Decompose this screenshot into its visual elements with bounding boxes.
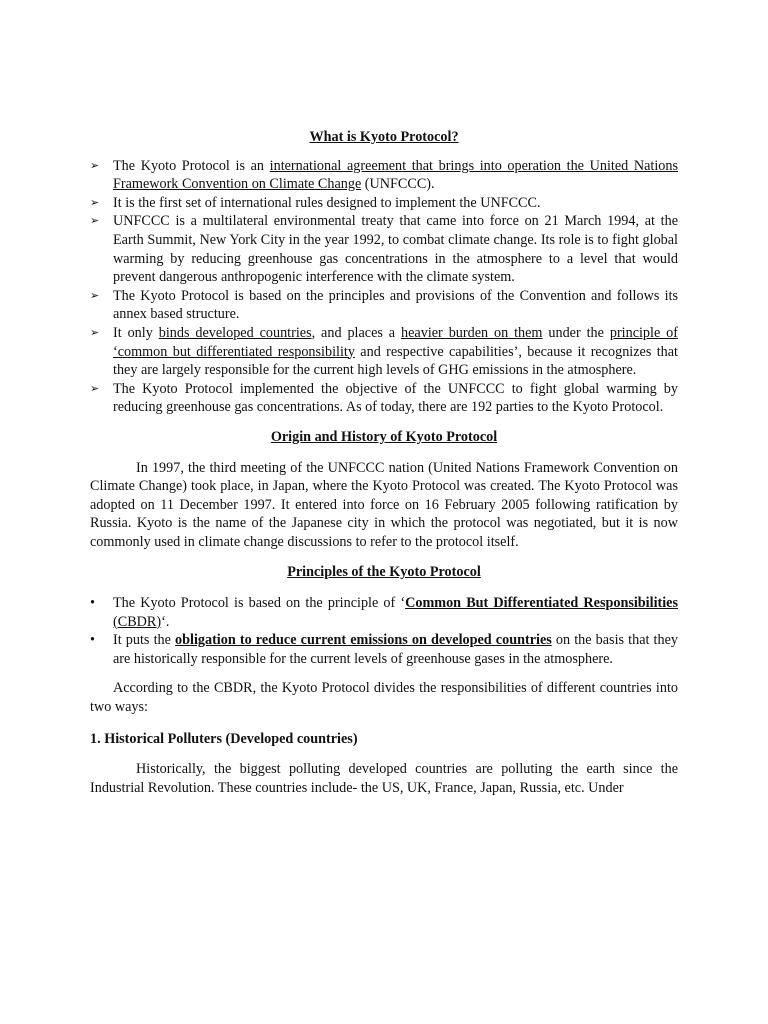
- text: (UNFCCC).: [361, 176, 435, 193]
- text: It is the first set of international rules designed to implement the UNFCCC.: [113, 194, 541, 211]
- dot-bullet-icon: •: [90, 595, 95, 612]
- heading-origin-history: Origin and History of Kyoto Protocol: [270, 428, 498, 445]
- document-body: [90, 128, 678, 797]
- principles-bullet-list: [90, 594, 678, 668]
- list-item: [90, 157, 678, 194]
- list-item: [90, 594, 678, 631]
- text: , and places a: [311, 324, 402, 341]
- text: and respective capabilities’, because it recognizes that they are largely responsible for the current high levels of GHG emissions in the atmosphere.: [113, 343, 678, 379]
- origin-paragraph: In 1997, the third meeting of the UNFCCC nation (United Nations Framework Convention on Climate Change) took place, in Japan, where the Kyoto Protocol was created. The Kyoto Protocol was adopted on 11 December 1997. It entered into force on 16 February 2005 following ratification by Russia. Kyoto is the name of the Japanese city in which the protocol was negotiated, but it is now commonly used in climate change discussions to refer to the protocol itself.: [90, 459, 678, 550]
- kyoto-bullet-list: [90, 157, 678, 417]
- underlined-text: international agreement that brings into operation the United Nations Framework Convention on Climate Change: [113, 157, 679, 193]
- arrow-bullet-icon: ➢: [90, 195, 100, 209]
- text: The Kyoto Protocol is based on the principles and provisions of the Convention and follows its annex based structure.: [113, 287, 678, 323]
- heading-historical-polluters: 1. Historical Polluters (Developed countries): [90, 730, 358, 747]
- underlined-text: (CBDR): [113, 613, 162, 630]
- list-item: [90, 631, 678, 668]
- underlined-text: binds developed countries: [158, 324, 312, 341]
- historical-paragraph: Historically, the biggest polluting developed countries are polluting the earth since the Industrial Revolution. These countries include- the US, UK, France, Japan, Russia, etc. Under: [90, 761, 678, 796]
- text: The Kyoto Protocol implemented the objective of the UNFCCC to fight global warming by reducing greenhouse gas concentrations. As of today, there are 192 parties to the Kyoto Protocol.: [113, 380, 678, 416]
- heading-principles: Principles of the Kyoto Protocol: [287, 564, 481, 581]
- arrow-bullet-icon: ➢: [90, 381, 100, 395]
- text: It puts the: [113, 632, 176, 649]
- cbdr-paragraph: According to the CBDR, the Kyoto Protocol divides the responsibilities of different countries into two ways:: [90, 680, 678, 716]
- list-item: [90, 194, 678, 213]
- text: ‘.: [161, 613, 170, 630]
- bold-underlined-text: obligation to reduce current emissions on developed countries: [175, 632, 552, 649]
- list-item: [90, 324, 678, 380]
- bold-underlined-text: Common But Differentiated Responsibilities: [405, 595, 678, 612]
- underlined-text: principle of ‘common but differentiated responsibility: [113, 324, 678, 360]
- list-item: [90, 212, 678, 286]
- text: The Kyoto Protocol is based on the principle of ‘: [113, 595, 406, 612]
- arrow-bullet-icon: ➢: [90, 325, 100, 339]
- dot-bullet-icon: •: [90, 632, 95, 649]
- underlined-text: heavier burden on them: [401, 324, 543, 341]
- text: The Kyoto Protocol is an: [113, 157, 270, 174]
- list-item: [90, 287, 678, 324]
- text: It only: [113, 324, 159, 341]
- list-item: [90, 380, 678, 417]
- text: UNFCCC is a multilateral environmental treaty that came into force on 21 March 1994, at the Earth Summit, New York City in the year 1992, to combat climate change. Its role is to fight global warming by reducing greenhouse gas concentrations in the atmosphere to a level that would prevent dangerous anthropogenic interference with the climate system.: [113, 213, 678, 286]
- arrow-bullet-icon: ➢: [90, 288, 100, 302]
- text: on the basis that they are historically responsible for the current levels of greenhouse gases in the atmosphere.: [113, 632, 678, 667]
- heading-what-is-kyoto: What is Kyoto Protocol?: [309, 129, 459, 145]
- arrow-bullet-icon: ➢: [90, 214, 100, 228]
- text: under the: [542, 324, 610, 341]
- arrow-bullet-icon: ➢: [90, 158, 100, 172]
